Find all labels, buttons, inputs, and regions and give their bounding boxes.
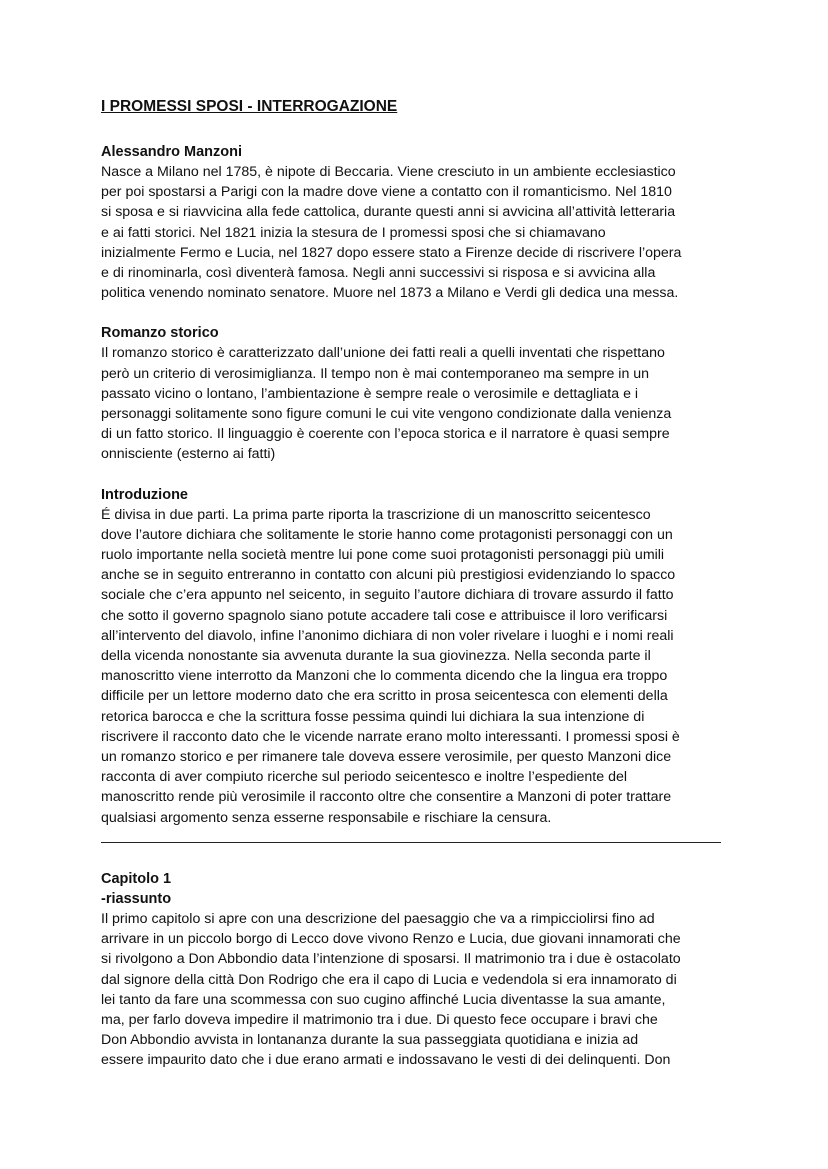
body-line: personaggi solitamente sono figure comuni le cui vite vengono condizionate dalla venienza (101, 406, 672, 423)
section-body (101, 162, 731, 303)
body-line: inizialmente Fermo e Lucia, nel 1827 dopo essere stato a Firenze decide di riscrivere l’opera (101, 244, 682, 261)
body-line: É divisa in due parti. La prima parte riporta la trascrizione di un manoscritto seicentesco (101, 506, 651, 523)
body-line: Don Abbondio avvista in lontananza durante la sua passeggiata quotidiana e inizia ad (101, 1032, 639, 1049)
body-line: dal signore della città Don Rodrigo che era il capo di Lucia e vedendola si era innamorato di (101, 971, 677, 988)
section-introduzione (101, 485, 731, 828)
body-line: e di rinominarla, così diventerà famosa. Negli anni successivi si risposa e si avvicina alla (101, 265, 656, 282)
body-line: racconta di aver compiuto ricerche sul periodo seicentesco e inoltre l’espediente del (101, 769, 628, 786)
body-line: ma, per farlo doveva impedire il matrimonio tra i due. Di questo fece occupare i bravi che (101, 1011, 658, 1028)
body-line: Il romanzo storico è caratterizzato dall’unione dei fatti reali a quelli inventati che rispettano (101, 345, 665, 362)
body-line: della vicenda nonostante sia avvenuta durante la sua giovinezza. Nella seconda parte il (101, 648, 651, 665)
body-line: un romanzo storico e per rimanere tale doveva essere verosimile, per questo Manzoni dice (101, 749, 672, 766)
body-line: onnisciente (esterno ai fatti) (101, 446, 276, 463)
body-line: manoscritto viene interrotto da Manzoni che lo commenta dicendo che la lingua era troppo (101, 668, 668, 685)
section-heading: Romanzo storico (101, 325, 219, 342)
body-line: e ai fatti storici. Nel 1821 inizia la stesura de I promessi sposi che si chiamavano (101, 224, 606, 241)
section-heading: Alessandro Manzoni (101, 144, 242, 160)
horizontal-divider (101, 842, 721, 843)
section-body (101, 343, 731, 464)
body-line: retorica barocca e che la scrittura fosse pessima quindi lui dichiara la sua intenzione di (101, 708, 645, 725)
body-line: si sposa e si riavvicina alla fede cattolica, durante questi anni si avvicina all’attività letteraria (101, 204, 676, 221)
section-heading: Introduzione (101, 486, 188, 503)
chapter-body (101, 909, 731, 1071)
chapter-heading: Capitolo 1 (101, 870, 172, 887)
body-line: essere impaurito dato che i due erano armati e indossavano le vesti di dei delinquenti. Don (101, 1052, 671, 1069)
body-line: arrivare in un piccolo borgo di Lecco dove vivono Renzo e Lucia, due giovani innamorati che (101, 931, 681, 948)
body-line: sociale che c’era appunto nel seicento, in seguito l’autore dichiara di trovare assurdo il fatto (101, 587, 674, 604)
body-line: si rivolgono a Don Abbondio data l’intenzione di sposarsi. Il matrimonio tra i due è ostacolato (101, 951, 681, 968)
body-line: difficile per un lettore moderno dato che era scritto in prosa seicentesca con elementi della (101, 688, 668, 705)
body-line: passato vicino o lontano, l’ambientazione è sempre reale o verosimile e dettagliata e i (101, 385, 639, 402)
body-line: per poi spostarsi a Parigi con la madre dove viene a contatto con il romanticismo. Nel 1810 (101, 184, 672, 201)
section-alessandro-manzoni (101, 142, 731, 303)
body-line: riscrivere il racconto dato che le vicende narrate erano molto interessanti. I promessi sposi è (101, 728, 680, 745)
body-line: manoscritto rende più verosimile il racconto oltre che consentire a Manzoni di poter trattare (101, 789, 672, 806)
body-line: dove l’autore dichiara che solitamente le storie hanno come protagonisti personaggi con un (101, 526, 673, 543)
section-capitolo-1 (101, 869, 731, 1071)
body-line: di un fatto storico. Il linguaggio è coerente con l’epoca storica e il narratore è quasi sempre (101, 426, 670, 443)
section-romanzo-storico (101, 323, 731, 464)
document-page (101, 96, 731, 1091)
body-line: ruolo importante nella società mentre lui pone come suoi protagonisti personaggi più umili (101, 547, 665, 564)
body-line: che sotto il governo spagnolo siano potute accadere tali cose e attribuisce il loro verificarsi (101, 607, 668, 624)
body-line: lei tanto da fare una scommessa con suo cugino affinché Lucia diventasse la sua amante, (101, 991, 666, 1008)
body-line: Nasce a Milano nel 1785, è nipote di Beccaria. Viene cresciuto in un ambiente ecclesiastico (101, 164, 676, 180)
body-line: qualsiasi argomento senza esserne responsabile e rischiare la censura. (101, 809, 552, 826)
body-line: anche se in seguito entreranno in contatto con alcuni più prestigiosi evidenziando lo spacco (101, 567, 676, 584)
document-title: I PROMESSI SPOSI - INTERROGAZIONE (101, 98, 398, 115)
body-line: politica venendo nominato senatore. Muore nel 1873 a Milano e Verdi gli dedica una messa. (101, 285, 679, 302)
chapter-subheading: -riassunto (101, 890, 172, 907)
body-line: Il primo capitolo si apre con una descrizione del paesaggio che va a rimpicciolirsi fino ad (101, 910, 655, 927)
section-body (101, 505, 731, 828)
body-line: all’intervento del diavolo, infine l’anonimo dichiara di non voler rivelare i luoghi e i nomi reali (101, 627, 674, 644)
body-line: però un criterio di verosimiglianza. Il tempo non è mai contemporaneo ma sempre in un (101, 365, 650, 382)
